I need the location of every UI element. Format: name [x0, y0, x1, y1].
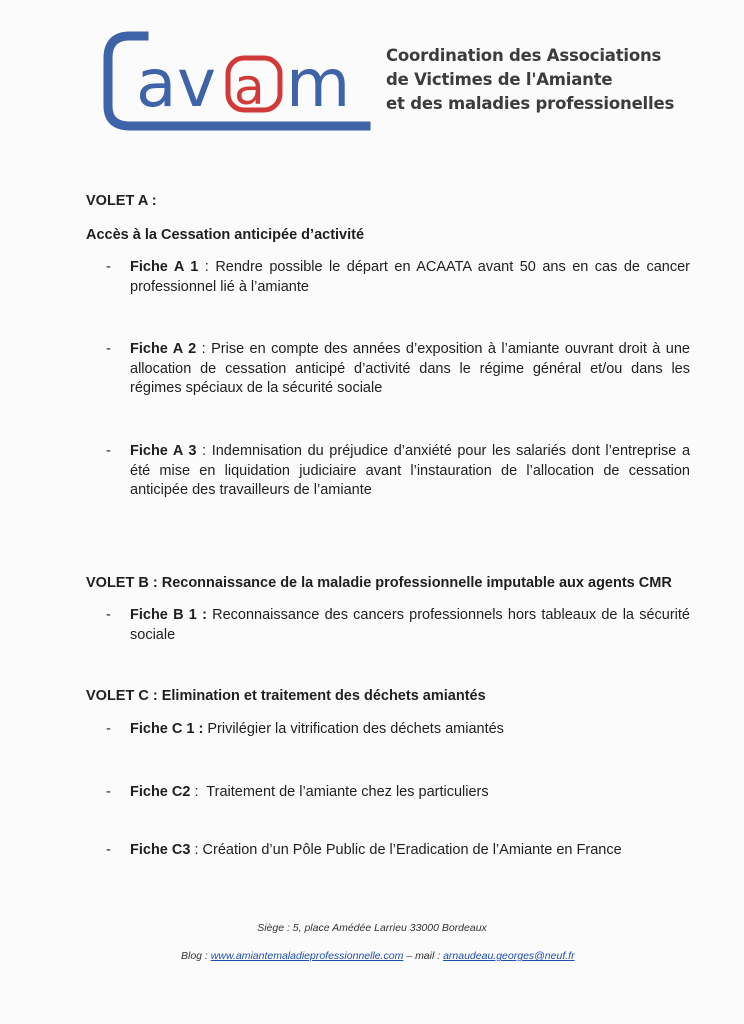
- fiche-separator: :: [190, 784, 207, 800]
- cavam-logo-graphic: [100, 28, 372, 136]
- footer-address: Siège : 5, place Amédée Larrieu 33000 Bordeaux: [257, 922, 487, 934]
- fiche-label: Fiche A 3: [130, 443, 197, 459]
- cavam-logo: [100, 28, 372, 136]
- fiche-c3-item: [106, 841, 690, 861]
- fiche-label: Fiche C2: [130, 784, 191, 800]
- fiche-separator: :: [196, 341, 212, 357]
- bullet-dash: -: [106, 259, 111, 275]
- fiche-text: Traitement de l’amiante chez les particuliers: [206, 784, 489, 800]
- tagline-line-1: Coordination des Associations: [386, 46, 662, 65]
- fiche-c1-item: [106, 720, 690, 740]
- tagline-line-3: et des maladies professionelles: [386, 94, 675, 113]
- fiche-a3-item: [106, 442, 690, 501]
- svg-text:a: a: [234, 58, 265, 116]
- fiche-a1-item: [106, 258, 690, 297]
- fiche-text: Rendre possible le départ en ACAATA avant 50 ans en cas de cancer professionnel lié à l’amiante: [130, 259, 690, 295]
- fiche-a2-item: [106, 340, 690, 399]
- svg-text:m: m: [286, 45, 351, 122]
- bullet-dash: -: [106, 842, 111, 858]
- bullet-dash: -: [106, 721, 111, 737]
- fiche-label: Fiche A 2: [130, 341, 197, 357]
- volet-a-subheading: Accès à la Cessation anticipée d’activité: [86, 227, 365, 243]
- svg-text:a: a: [136, 45, 177, 122]
- fiche-b1-item: [106, 606, 690, 645]
- fiche-label: Fiche B 1 :: [130, 607, 207, 623]
- tagline-line-2: de Victimes de l'Amiante: [386, 70, 613, 89]
- fiche-separator: :: [198, 259, 216, 275]
- mail-label: – mail :: [403, 950, 444, 962]
- blog-link[interactable]: www.amiantemaladieprofessionnelle.com: [210, 950, 404, 962]
- fiche-separator: :: [196, 443, 212, 459]
- fiche-c2-item: [106, 783, 690, 803]
- fiche-text: Indemnisation du préjudice d’anxiété pour les salariés dont l’entreprise a été mise en liquidation judiciaire avant l’instauration de l’allocation de cessation anticipée des travailleurs de l’amiante: [130, 443, 691, 498]
- fiche-label: Fiche A 1: [130, 259, 199, 275]
- volet-c-heading: VOLET C : Elimination et traitement des déchets amiantés: [86, 688, 486, 704]
- organization-tagline: [386, 44, 674, 116]
- fiche-text: Reconnaissance des cancers professionnels hors tableaux de la sécurité sociale: [130, 607, 690, 643]
- bullet-dash: -: [106, 607, 111, 623]
- svg-text:v: v: [177, 45, 217, 122]
- fiche-text: Prise en compte des années d’exposition à l’amiante ouvrant droit à une allocation de cessation anticipé d’activité dans le régime général et/ou dans les régimes spéciaux de la sécurité sociale: [130, 341, 690, 396]
- fiche-label: Fiche C 1 :: [130, 721, 204, 737]
- fiche-text: Création d’un Pôle Public de l’Eradication de l’Amiante en France: [202, 842, 622, 858]
- bullet-dash: -: [106, 443, 111, 459]
- bullet-dash: -: [106, 784, 111, 800]
- mail-link[interactable]: arnaudeau.georges@neuf.fr: [443, 950, 575, 962]
- volet-b-heading: VOLET B : Reconnaissance de la maladie professionnelle imputable aux agents CMR: [86, 575, 672, 591]
- volet-a-heading: VOLET A :: [86, 193, 157, 209]
- fiche-text: Privilégier la vitrification des déchets amiantés: [207, 721, 504, 737]
- fiche-separator: :: [190, 842, 203, 858]
- bullet-dash: -: [106, 341, 111, 357]
- fiche-label: Fiche C3: [130, 842, 191, 858]
- blog-label: Blog :: [181, 950, 211, 962]
- footer-contact: [181, 950, 575, 962]
